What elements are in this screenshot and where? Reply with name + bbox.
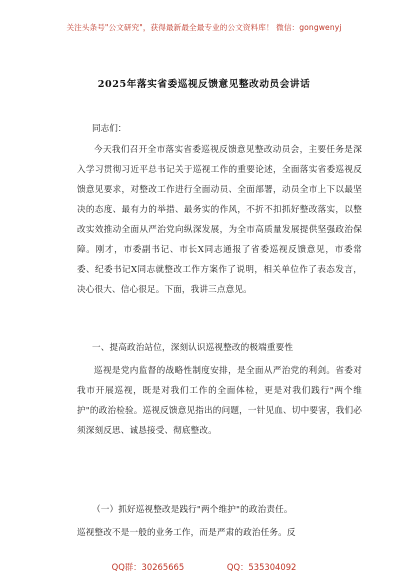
paragraph-text: 巡视是党内监督的战略性制度安排，是全面从严治党的利剑。省委对我市开展巡视，既是对我们工作的全面体检，更是对我们践行"两个维护"的政治检验。巡视反馈意见指出的问题，一针见血、切中要害，我们必须深刻反思、诚恳接受、彻底整改。 bbox=[77, 366, 362, 436]
body-paragraph bbox=[77, 140, 362, 300]
footer-contact bbox=[0, 561, 408, 573]
section-heading: 一、提高政治站位，深刻认识巡视整改的极端重要性 bbox=[92, 343, 294, 353]
subsection-heading: （一）抓好巡视整改是践行"两个维护"的政治责任。 bbox=[92, 505, 293, 515]
paragraph-text: 巡视整改不是一般的业务工作，而是严肃的政治任务。反 bbox=[77, 528, 296, 538]
document-title: 2025年落实省委巡视反馈意见整改动员会讲话 bbox=[97, 79, 311, 90]
header-banner: 关注头条号"公文研究"，获得最新最全最专业的公文资料库！ 微信：gongwenyj bbox=[66, 23, 342, 32]
qq-number: QQ：535304092 bbox=[226, 562, 297, 572]
qq-group-number: QQ群：30265665 bbox=[111, 562, 185, 572]
body-paragraph bbox=[77, 361, 362, 441]
salutation: 同志们： bbox=[92, 124, 127, 134]
body-paragraph bbox=[77, 523, 362, 543]
paragraph-text: 今天我们召开全市落实省委巡视反馈意见整改动员会，主要任务是深入学习贯彻习近平总书记关于巡视工作的重要论述，全面落实省委巡视反馈意见要求，对整改工作进行全面动员、全面部署，动员全市上下以最坚决的态度、最有力的举措、最务实的作风，不折不扣抓好整改落实，以整改实效推动全面从严治党向纵深发展，为全市高质量发展提供坚强政治保障。刚才，市委副书记、市长X同志通报了省委巡视反馈意见，市委常委、纪委书记X同志就整改工作方案作了说明，相关单位作了表态发言，决心很大、信心很足。下面，我讲三点意见。 bbox=[77, 145, 362, 295]
